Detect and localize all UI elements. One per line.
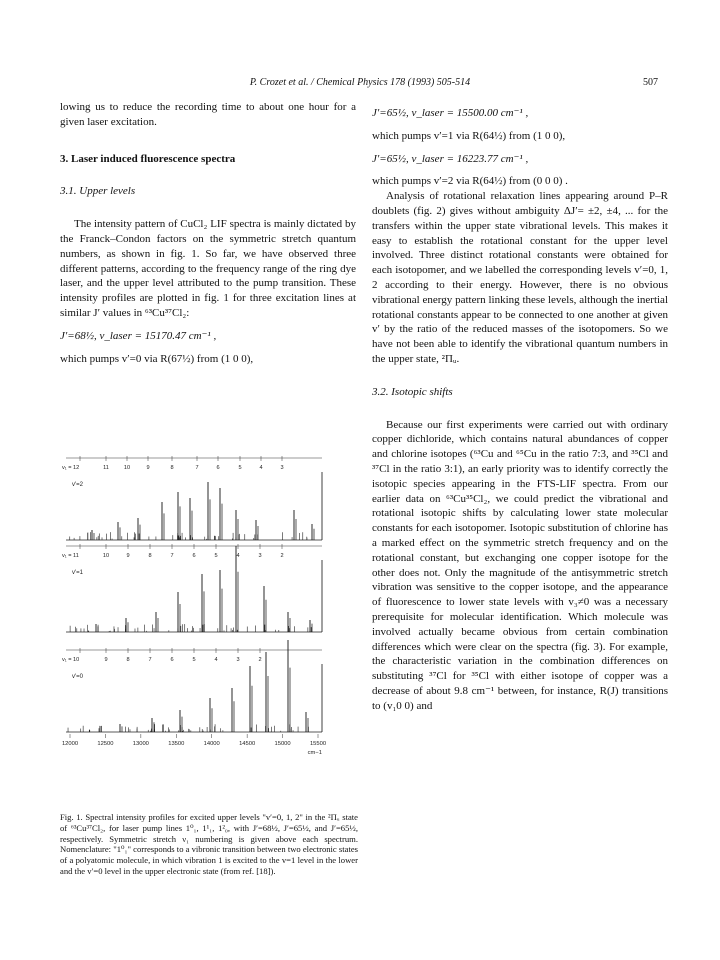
v1-tick-label: 9	[126, 553, 130, 559]
v1-tick-label: 2	[258, 657, 262, 663]
v1-tick-label: 8	[126, 657, 130, 663]
left-paragraph-1: lowing us to reduce the recording time to about one hour for a given laser excitation.	[60, 101, 356, 128]
level-label: v′=0	[72, 674, 83, 680]
x-axis-tick-label: 12000	[61, 741, 79, 747]
v1-tick-label: 3	[258, 553, 262, 559]
x-axis-tick-label: 13500	[168, 741, 185, 747]
x-axis-unit: cm−1	[307, 750, 322, 756]
figure-caption: Fig. 1. Spectral intensity profiles for excited upper levels "v′=0, 1, 2" in the ²Πᵤ state of ⁶³Cu³⁷Cl₂, for laser pump lines 1⁰₁, 1¹₁, 1²₀, with J′=68½, J′=65½, and J′=65½, respectively. Symmetric stretch ν₁ numbering is given above each spectrum. Nomenclature: "1⁰₁" corresponds to a vibronic transition between two electronic states of a polyatomic molecule, in which vibration 1 is excited to the v=1 level in the lower and the v′=0 level in the upper electronic state (from ref. [18]).	[60, 812, 358, 876]
v1-tick-label: v₁ = 11	[62, 553, 79, 559]
x-axis-tick-label: 14000	[203, 741, 220, 747]
x-axis-tick-label: 15000	[274, 741, 291, 747]
right-paragraph-5: which pumps v′=2 via R(64½) from (0 0 0) .	[372, 175, 568, 188]
figure-1	[60, 452, 356, 802]
v1-tick-label: 7	[148, 657, 152, 663]
v1-tick-label: 6	[216, 465, 220, 471]
right-paragraph-7: Because our first experiments were carried out with ordinary copper dichloride, which contains natural abundances of copper and chlorine isotopes (⁶³Cu and ⁶⁵Cu in the ratio 7:3, and ³⁵Cl and ³⁷Cl in the ratio 3:1), an early priority was to identify correctly the isotopic species appearing in the FTS-LIF spectra. From our earlier data on ⁶³Cu³⁵Cl₂, we could predict the vibrational and rotational isotopic shifts by calculating lower state molecular constants for each isotopomer. Isotopic substitution of chlorine has a marked effect on the symmetric stretch frequency and on the rotational constant, but exchanging one copper isotope for the other does not. Only the magnitude of the antisymmetric stretch vibration was sensitive to the copper isotope, and the appearance of fluorescence to lower state levels with v₃≠0 was a necessary prerequisite for molecular identification. Which molecule was involved actually became obvious from certain combination differences which were clear on the spectra (fig. 3). For example, the characteristic variation in the combination differences on substituting ³⁷Cl for ³⁵Cl with either isotope of copper was a decrease of about 9.8 cm⁻¹ between, for instance, R(J) transitions to (v₁0 0) and	[372, 418, 668, 712]
v1-tick-label: 5	[214, 553, 218, 559]
v1-tick-label: 3	[236, 657, 240, 663]
v1-tick-label: 3	[280, 465, 284, 471]
v1-tick-label: 2	[280, 553, 284, 559]
v1-tick-label: 6	[170, 657, 174, 663]
v1-tick-label: 9	[104, 657, 108, 663]
running-title: P. Crozet et al. / Chemical Physics 178 (1993) 505-514	[249, 77, 471, 88]
right-column	[372, 100, 668, 713]
left-paragraph-2: The intensity pattern of CuCl₂ LIF spectra is mainly dictated by the Franck–Condon factors on the symmetric stretch quantum numbers, as shown in fig. 1. So far, we have observed three different patterns, according to the frequency range of the ring dye laser, and the upper level attributed to the pump transition. These intensity profiles are plotted in fig. 1 for three excitation lines at similar J′ values in ⁶³Cu³⁷Cl₂:	[60, 218, 356, 319]
v1-tick-label: 11	[103, 465, 109, 471]
page-number: 507	[643, 77, 658, 88]
v1-tick-label: 8	[148, 553, 152, 559]
x-axis-tick-label: 15500	[309, 741, 327, 747]
subsection-heading-upper-levels: 3.1. Upper levels	[60, 185, 136, 198]
v1-tick-label: 4	[259, 465, 263, 471]
level-label: v′=1	[72, 570, 83, 576]
subsection-heading-isotopic-shifts: 3.2. Isotopic shifts	[372, 385, 453, 398]
section-heading: 3. Laser induced fluorescence spectra	[60, 152, 236, 165]
v1-tick-label: 10	[123, 465, 131, 471]
x-axis-tick-label: 13000	[132, 741, 149, 747]
v1-tick-label: 5	[238, 465, 242, 471]
level-label: v′=2	[72, 482, 83, 488]
v1-tick-label: 7	[195, 465, 199, 471]
v1-tick-label: v₁ = 10	[62, 657, 80, 663]
v1-tick-label: 8	[170, 465, 174, 471]
v1-tick-label: 4	[214, 657, 218, 663]
equation-1: J′=68½, ν_laser = 15170.47 cm⁻¹ ,	[60, 329, 217, 342]
spectra-figure	[60, 452, 356, 802]
v1-tick-label: 5	[192, 657, 196, 663]
equation-2: J′=65½, ν_laser = 15500.00 cm⁻¹ ,	[372, 107, 529, 119]
x-axis-tick-label: 14500	[239, 741, 256, 747]
running-header	[0, 77, 720, 91]
v1-tick-label: 10	[102, 553, 110, 559]
x-axis-tick-label: 12500	[97, 741, 114, 747]
left-column	[60, 100, 356, 366]
v1-tick-label: v₁ = 12	[62, 465, 80, 471]
right-paragraph-4: which pumps v′=1 via R(64½) from (1 0 0),	[372, 129, 566, 142]
v1-tick-label: 6	[192, 553, 196, 559]
v1-tick-label: 7	[170, 553, 174, 559]
v1-tick-label: 4	[236, 553, 240, 559]
left-paragraph-3: which pumps v′=0 via R(67½) from (1 0 0),	[60, 352, 254, 365]
equation-3: J′=65½, ν_laser = 16223.77 cm⁻¹ ,	[372, 152, 529, 165]
right-paragraph-6: Analysis of rotational relaxation lines appearing around P–R doublets (fig. 2) gives without ambiguity ΔJ′= ±2, ±4, ... for the transfers within the upper state vibrational levels. This makes it easy to establish the rotational constant for the upper level involved. Three distinct rotational constants were obtained for each isotopomer, and we labelled the corresponding levels v′=0, 1, 2 according to their energy. However, there is no obvious vibrational energy pattern linking these levels, although the inertial rotational constants appear to be connected to one another at given v′ by the ratio of the reduced masses of the isotopomers. So we have not been able to identify the vibrational quantum numbers in the upper state, ²Πᵤ.	[372, 190, 668, 365]
v1-tick-label: 9	[146, 465, 150, 471]
